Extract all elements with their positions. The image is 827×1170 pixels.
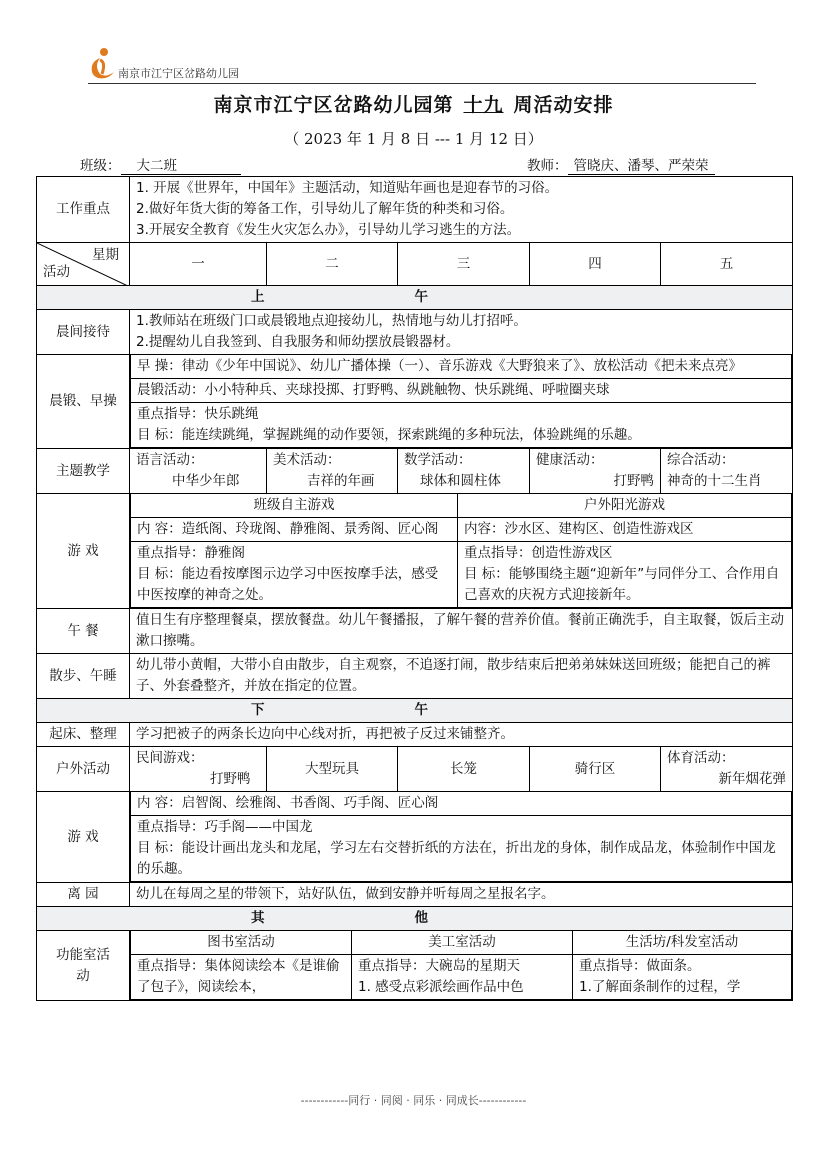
function-room-row xyxy=(37,931,793,1001)
theme-cell-art: 美术活动： 吉祥的年画 xyxy=(267,449,398,494)
exercise-focus: 重点指导：快乐跳绳 目 标：能连续跳绳，掌握跳绳的动作要领，探索跳绳的多种玩法，体验跳绳的乐趣。 xyxy=(131,403,792,448)
header-divider xyxy=(88,83,756,84)
wake-up-content: 学习把被子的两条长边向中心线对折，再把被子反过来铺整齐。 xyxy=(130,723,793,747)
library-title: 图书室活动 xyxy=(131,931,352,955)
lunch-label: 午 餐 xyxy=(37,609,130,654)
afternoon-game-focus: 重点指导：巧手阁——中国龙 目 标：能设计画出龙头和龙尾，学习左右交替折纸的方法在，折出龙的身体，制作成品龙，体验制作中国龙的乐趣。 xyxy=(131,816,792,882)
outdoor-game-content: 内容：沙水区、建构区、创造性游戏区 xyxy=(458,518,792,542)
teacher-field: 教师： 管晓庆、潘琴、严荣荣 xyxy=(527,154,715,175)
art-room-focus: 重点指导：大碗岛的星期天 1. 感受点彩派绘画作品中色 xyxy=(352,955,573,1000)
week-number: 十九 xyxy=(463,94,504,116)
morning-exercise-label: 晨锻、早操 xyxy=(37,355,130,449)
morning-reception-label: 晨间接待 xyxy=(37,310,130,355)
morning-activities: 晨锻活动：小小特种兵、夹球投掷、打野鸭、纵跳触物、快乐跳绳、呼啦圈夹球 xyxy=(131,379,792,403)
school-logo-icon xyxy=(88,44,118,80)
theme-teaching-label: 主题教学 xyxy=(37,449,130,494)
class-game-title: 班级自主游戏 xyxy=(131,494,458,518)
games-morning-label: 游 戏 xyxy=(37,494,130,609)
life-room-title: 生活坊/科发室活动 xyxy=(573,931,792,955)
outdoor-folk-game: 民间游戏： 打野鸭 xyxy=(130,747,267,792)
section-afternoon: 下午 xyxy=(37,699,793,723)
outdoor-activity-label: 户外活动 xyxy=(37,747,130,792)
morning-reception-row xyxy=(37,310,793,355)
outdoor-cage: 长笼 xyxy=(398,747,530,792)
games-afternoon-row xyxy=(37,792,793,883)
leave-label: 离 园 xyxy=(37,883,130,907)
morning-exercise-row xyxy=(37,355,793,449)
afternoon-game-content: 内 容：启智阁、绘雅阁、书香阁、巧手阁、匠心阁 xyxy=(131,792,792,816)
class-game-content: 内 容：造纸阁、玲珑阁、静雅阁、景秀阁、匠心阁 xyxy=(131,518,458,542)
outdoor-large-toys: 大型玩具 xyxy=(267,747,398,792)
outdoor-activity-row xyxy=(37,747,793,792)
outdoor-riding-area: 骑行区 xyxy=(530,747,661,792)
section-morning: 上午 xyxy=(37,286,793,310)
outdoor-game-title: 户外阳光游戏 xyxy=(458,494,792,518)
walk-nap-label: 散步、午睡 xyxy=(37,654,130,699)
walk-nap-row xyxy=(37,654,793,699)
class-value: 大二班 xyxy=(121,158,241,175)
header-brand xyxy=(88,44,378,84)
page-title: 南京市江宁区岔路幼儿园第 十九 周活动安排 xyxy=(0,90,827,117)
function-room-label: 功能室活动 xyxy=(37,931,130,1001)
lunch-row xyxy=(37,609,793,654)
day-wed: 三 xyxy=(398,243,530,286)
morning-reception-content: 1.教师站在班级门口或晨锻地点迎接幼儿，热情地与幼儿打招呼。 2.提醒幼儿自我签到、自我服务和师幼摆放晨锻器材。 xyxy=(130,310,793,355)
leave-row xyxy=(37,883,793,907)
day-mon: 一 xyxy=(130,243,267,286)
work-focus-label: 工作重点 xyxy=(37,177,130,243)
library-focus: 重点指导：集体阅读绘本《是谁偷了包子》，阅读绘本， xyxy=(131,955,352,1000)
games-morning-row xyxy=(37,494,793,609)
teacher-value: 管晓庆、潘琴、严荣荣 xyxy=(568,158,715,175)
weekly-plan-table xyxy=(36,176,793,1001)
theme-cell-health: 健康活动： 打野鸭 xyxy=(530,449,661,494)
section-other: 其他 xyxy=(37,907,793,931)
class-game-focus: 重点指导：静雅阁 目 标：能边看按摩图示边学习中医按摩手法，感受中医按摩的神奇之处。 xyxy=(131,542,458,608)
page-footer: ------------同行 · 同阅 · 同乐 · 同成长------------ xyxy=(300,1094,527,1107)
week-activity-corner: 星期 活动 xyxy=(37,243,130,286)
class-field: 班级： 大二班 xyxy=(80,154,241,175)
outdoor-game-focus: 重点指导：创造性游戏区 目 标：能够围绕主题“迎新年”与同伴分工、合作用自己喜欢的庆祝方式迎接新年。 xyxy=(458,542,792,608)
wake-up-row xyxy=(37,723,793,747)
theme-teaching-row xyxy=(37,449,793,494)
header-org-name: 南京市江宁区岔路幼儿园 xyxy=(118,67,239,80)
day-thu: 四 xyxy=(530,243,661,286)
day-fri: 五 xyxy=(661,243,793,286)
date-range: （ 2023 年 1 月 8 日 --- 1 月 12 日） xyxy=(284,130,543,148)
theme-cell-language: 语言活动： 中华少年郎 xyxy=(130,449,267,494)
theme-cell-integrated: 综合活动： 神奇的十二生肖 xyxy=(661,449,793,494)
weekday-header-row xyxy=(37,243,793,286)
games-afternoon-label: 游 戏 xyxy=(37,792,130,883)
art-room-title: 美工室活动 xyxy=(352,931,573,955)
day-tue: 二 xyxy=(267,243,398,286)
theme-cell-math: 数学活动： 球体和圆柱体 xyxy=(398,449,530,494)
lunch-content: 值日生有序整理餐桌，摆放餐盘。幼儿午餐播报，了解午餐的营养价值。餐前正确洗手，自主取餐，饭后主动漱口擦嘴。 xyxy=(130,609,793,654)
leave-content: 幼儿在每周之星的带领下，站好队伍，做到安静并听每周之星报名字。 xyxy=(130,883,793,907)
work-focus-content: 1. 开展《世界年，中国年》主题活动，知道贴年画也是迎春节的习俗。 2.做好年货大街的筹备工作，引导幼儿了解年货的种类和习俗。 3.开展安全教育《发生火灾怎么办》，引导幼儿学习逃生的方法。 xyxy=(130,177,793,243)
outdoor-pe: 体育活动： 新年烟花弹 xyxy=(661,747,793,792)
walk-nap-content: 幼儿带小黄帽，大带小自由散步，自主观察，不追逐打闹，散步结束后把弟弟妹妹送回班级；能把自己的裤子、外套叠整齐，并放在指定的位置。 xyxy=(130,654,793,699)
wake-up-label: 起床、整理 xyxy=(37,723,130,747)
life-room-focus: 重点指导：做面条。 1.了解面条制作的过程，学 xyxy=(573,955,792,1000)
early-exercise: 早 操：律动《少年中国说》、幼儿广播体操（一）、音乐游戏《大野狼来了》、放松活动《把未来点亮》 xyxy=(131,355,792,379)
work-focus-row xyxy=(37,177,793,243)
